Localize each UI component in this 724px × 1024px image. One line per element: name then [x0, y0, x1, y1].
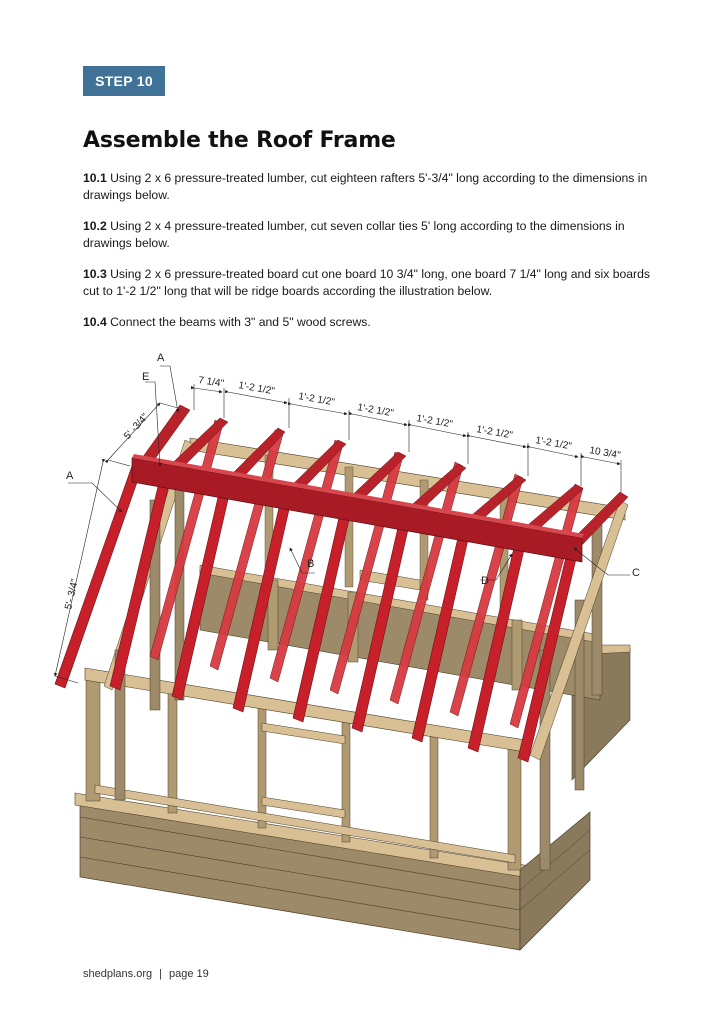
dimension-rafter-side: 5'- 3/4"	[63, 577, 81, 611]
callout-b: B	[307, 558, 315, 570]
callout-a-left: A	[66, 470, 74, 482]
instruction-number: 10.1	[83, 171, 107, 185]
page-footer	[83, 968, 209, 980]
left-gable-frame	[104, 440, 193, 800]
dimension-spacing-1: 7 1/4"	[197, 375, 225, 390]
instruction-item	[83, 170, 658, 204]
dimension-spacing-3: 1'-2 1/2"	[297, 391, 336, 409]
instruction-item	[83, 266, 658, 300]
step-badge: STEP 10	[83, 66, 165, 96]
dimension-spacing-6: 1'-2 1/2"	[475, 424, 514, 442]
instruction-text: Using 2 x 4 pressure-treated lumber, cut seven collar ties 5' long according to the dimensions in drawings below.	[83, 219, 625, 250]
instruction-text: Connect the beams with 3" and 5" wood screws.	[110, 315, 371, 329]
instruction-number: 10.4	[83, 315, 107, 329]
instruction-item	[83, 218, 658, 252]
callout-e: E	[142, 371, 150, 383]
dimension-spacing-4: 1'-2 1/2"	[356, 402, 395, 420]
dimension-rafter-top: 5' -3/4"	[122, 411, 151, 443]
instruction-item	[83, 314, 658, 331]
dimension-spacing-8: 10 3/4"	[588, 445, 622, 462]
dimension-spacing-2: 1'-2 1/2"	[237, 380, 276, 398]
instruction-text: Using 2 x 6 pressure-treated lumber, cut eighteen rafters 5'-3/4" long according to the dimensions in drawings below.	[83, 171, 648, 202]
instruction-text: Using 2 x 6 pressure-treated board cut one board 10 3/4" long, one board 7 1/4" long and six boards cut to 1'-2 1/2" long that will be ridge boards according the illustration below.	[83, 267, 650, 298]
roof-frame-illustration	[40, 340, 680, 960]
callout-a-top: A	[157, 352, 165, 364]
shed-frame-drawing	[40, 340, 680, 960]
footer-page-number: page 19	[168, 968, 209, 980]
dimension-spacing-5: 1'-2 1/2"	[415, 413, 454, 431]
front-base-siding	[75, 793, 530, 950]
instruction-number: 10.2	[83, 219, 107, 233]
dimension-spacing-7: 1'-2 1/2"	[534, 435, 573, 453]
footer-separator: |	[159, 968, 162, 980]
footer-site: shedplans.org	[83, 968, 153, 980]
callout-d: D	[481, 575, 489, 587]
page-title: Assemble the Roof Frame	[83, 128, 396, 153]
callout-c: C	[632, 567, 640, 579]
instruction-number: 10.3	[83, 267, 107, 281]
instructions-list	[83, 170, 658, 345]
